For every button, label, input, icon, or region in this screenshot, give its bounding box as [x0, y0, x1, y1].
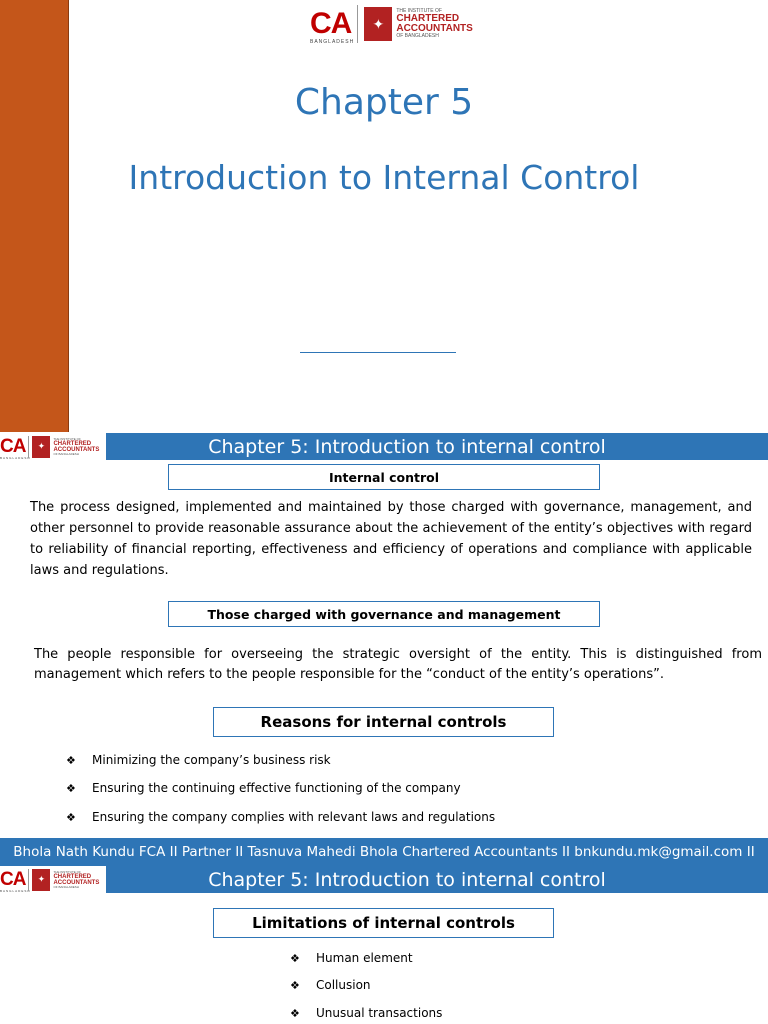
diamond-bullet-icon: ❖ — [66, 781, 76, 795]
list-item: ❖ Collusion — [290, 978, 371, 992]
ca-logo-mark: CA BANGLADESH — [310, 7, 355, 45]
title-underline — [300, 352, 456, 353]
diamond-bullet-icon: ❖ — [290, 951, 300, 965]
list-item: ❖ Ensuring the company complies with relevant laws and regulations — [66, 810, 496, 824]
logo-divider — [28, 436, 29, 458]
logo-divider — [357, 5, 358, 43]
list-item: ❖ Human element — [290, 951, 413, 965]
title-slide — [0, 0, 768, 432]
ca-logo-sub: BANGLADESH — [0, 889, 31, 893]
icab-logo-small — [0, 433, 106, 460]
institute-name: THE INSTITUTE OF CHARTERED ACCOUNTANTS OF BANGLADESH — [53, 869, 100, 889]
list-item: ❖ Ensuring the continuing effective functioning of the company — [66, 781, 461, 795]
institute-name: THE INSTITUTE OF CHARTERED ACCOUNTANTS OF BANGLADESH — [53, 436, 100, 456]
ca-logo-mark: CA BANGLADESH — [0, 436, 31, 460]
seal-icon: ✦ — [364, 7, 392, 41]
reasons-heading: Reasons for internal controls — [213, 707, 554, 737]
internal-control-heading: Internal control — [168, 464, 600, 490]
orange-side-bar — [0, 0, 69, 432]
internal-control-definition: The process designed, implemented and maintained by those charged with governance, management, and other personnel to provide reasonable assurance about the achievement of the entity’s objectives with regard to reliability of financial reporting, effectiveness and efficiency of operations and compliance with applicable laws and regulations. — [30, 500, 752, 578]
diamond-bullet-icon: ❖ — [290, 1006, 300, 1020]
limitations-list — [290, 948, 442, 1023]
slide-header-title: Chapter 5: Introduction to internal control — [106, 866, 768, 893]
ca-logo-sub: BANGLADESH — [310, 39, 355, 45]
governance-definition: The people responsible for overseeing the strategic oversight of the entity. This is distinguished from management which refers to the people responsible for the “conduct of the entity’s operations”. — [34, 647, 762, 682]
seal-icon: ✦ — [32, 869, 50, 891]
diamond-bullet-icon: ❖ — [66, 753, 76, 767]
diamond-bullet-icon: ❖ — [66, 810, 76, 824]
list-item: ❖ Minimizing the company’s business risk — [66, 753, 331, 767]
governance-heading: Those charged with governance and management — [168, 601, 600, 627]
slide2-header — [0, 433, 768, 460]
chapter-title: Chapter 5 — [294, 82, 474, 123]
icab-logo — [310, 4, 473, 44]
seal-icon: ✦ — [32, 436, 50, 458]
list-item: ❖ Unusual transactions — [290, 1006, 443, 1020]
icab-logo-small — [0, 866, 106, 893]
slide3-header — [0, 866, 768, 893]
logo-divider — [28, 869, 29, 891]
reasons-list — [66, 750, 495, 827]
diamond-bullet-icon: ❖ — [290, 978, 300, 992]
ca-logo-sub: BANGLADESH — [0, 456, 31, 460]
chapter-subtitle: Introduction to Internal Control — [128, 158, 640, 197]
slide-header-title: Chapter 5: Introduction to internal control — [106, 433, 768, 460]
presenter-footer: Bhola Nath Kundu FCA II Partner II Tasnuva Mahedi Bhola Chartered Accountants II bnkundu.mk@gmail.com II — [0, 838, 768, 866]
institute-name: THE INSTITUTE OF CHARTERED ACCOUNTANTS OF BANGLADESH — [396, 8, 473, 39]
ca-logo-mark: CA BANGLADESH — [0, 869, 31, 893]
limitations-heading: Limitations of internal controls — [213, 908, 554, 938]
